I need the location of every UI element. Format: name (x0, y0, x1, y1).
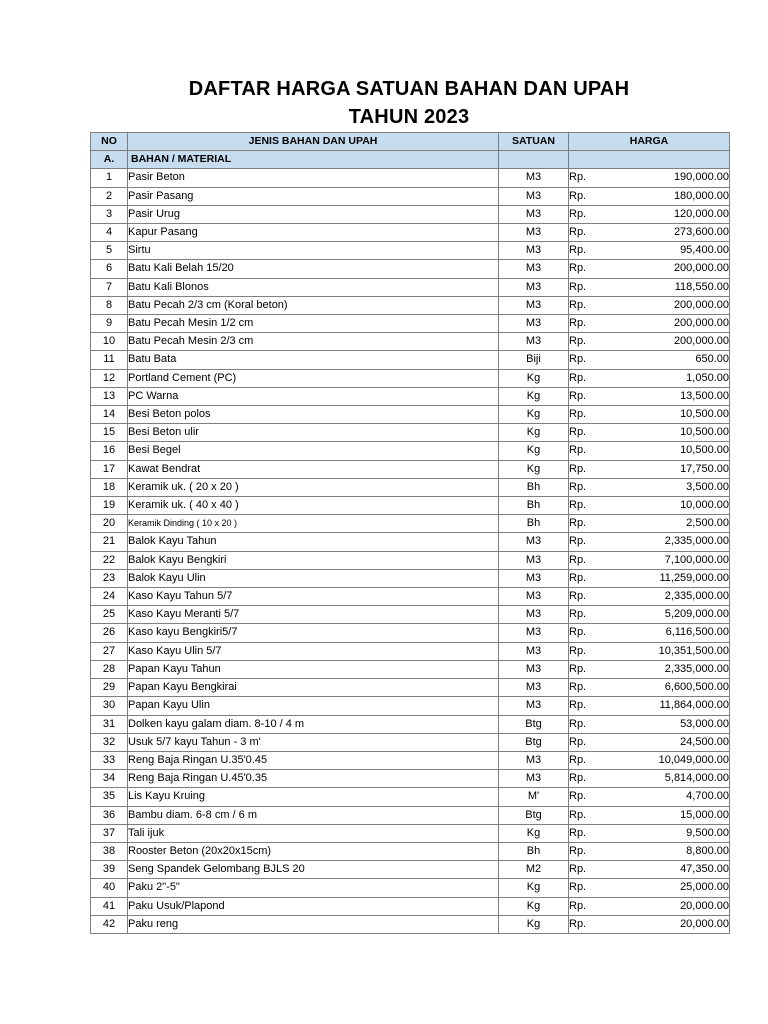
table-row (91, 497, 730, 515)
item-name: Portland Cement (PC) (128, 369, 499, 387)
section-price-cell (569, 151, 730, 169)
item-unit: Bh (499, 497, 569, 515)
item-name: Keramik Dinding ( 10 x 20 ) (128, 515, 499, 533)
table-row (91, 551, 730, 569)
item-unit: M3 (499, 551, 569, 569)
table-row (91, 333, 730, 351)
item-no: 30 (91, 697, 128, 715)
item-currency: Rp. (569, 205, 619, 223)
item-currency: Rp. (569, 806, 619, 824)
table-row (91, 697, 730, 715)
item-no: 40 (91, 879, 128, 897)
section-label: A. (91, 151, 128, 169)
table-row (91, 387, 730, 405)
item-no: 5 (91, 242, 128, 260)
item-no: 37 (91, 824, 128, 842)
item-price: 190,000.00 (619, 169, 730, 187)
item-name: Kaso Kayu Meranti 5/7 (128, 606, 499, 624)
item-currency: Rp. (569, 879, 619, 897)
item-unit: M3 (499, 697, 569, 715)
item-unit: M3 (499, 624, 569, 642)
item-currency: Rp. (569, 751, 619, 769)
item-no: 33 (91, 751, 128, 769)
item-no: 21 (91, 533, 128, 551)
item-no: 27 (91, 642, 128, 660)
item-currency: Rp. (569, 588, 619, 606)
table-row (91, 424, 730, 442)
item-name: Usuk 5/7 kayu Tahun - 3 m' (128, 733, 499, 751)
item-name: Besi Begel (128, 442, 499, 460)
item-currency: Rp. (569, 260, 619, 278)
item-no: 24 (91, 588, 128, 606)
item-unit: Bh (499, 842, 569, 860)
item-name: Kapur Pasang (128, 224, 499, 242)
item-price: 11,259,000.00 (619, 569, 730, 587)
item-name: Batu Pecah Mesin 1/2 cm (128, 315, 499, 333)
table-row (91, 224, 730, 242)
item-name: Pasir Beton (128, 169, 499, 187)
item-unit: Kg (499, 406, 569, 424)
item-unit: M3 (499, 278, 569, 296)
item-no: 36 (91, 806, 128, 824)
item-currency: Rp. (569, 406, 619, 424)
item-unit: M3 (499, 205, 569, 223)
header-name: JENIS BAHAN DAN UPAH (128, 133, 499, 151)
item-currency: Rp. (569, 497, 619, 515)
item-unit: Kg (499, 442, 569, 460)
table-row (91, 406, 730, 424)
table-row (91, 187, 730, 205)
item-no: 34 (91, 770, 128, 788)
item-name: Reng Baja Ringan U.35'0.45 (128, 751, 499, 769)
item-currency: Rp. (569, 824, 619, 842)
item-name: Batu Pecah Mesin 2/3 cm (128, 333, 499, 351)
item-no: 15 (91, 424, 128, 442)
table-row (91, 369, 730, 387)
item-unit: Bh (499, 515, 569, 533)
item-unit: M3 (499, 260, 569, 278)
item-unit: M3 (499, 642, 569, 660)
item-currency: Rp. (569, 387, 619, 405)
item-no: 11 (91, 351, 128, 369)
table-row (91, 315, 730, 333)
item-unit: Kg (499, 879, 569, 897)
item-currency: Rp. (569, 715, 619, 733)
table-row (91, 733, 730, 751)
item-name: Tali ijuk (128, 824, 499, 842)
item-price: 1,050.00 (619, 369, 730, 387)
item-no: 26 (91, 624, 128, 642)
item-price: 17,750.00 (619, 460, 730, 478)
item-price: 53,000.00 (619, 715, 730, 733)
table-row (91, 788, 730, 806)
item-currency: Rp. (569, 533, 619, 551)
item-name: Pasir Urug (128, 205, 499, 223)
table-row (91, 460, 730, 478)
item-name: Lis Kayu Kruing (128, 788, 499, 806)
item-no: 17 (91, 460, 128, 478)
table-row (91, 169, 730, 187)
item-no: 2 (91, 187, 128, 205)
header-unit: SATUAN (499, 133, 569, 151)
table-header-row (91, 133, 730, 151)
item-name: Dolken kayu galam diam. 8-10 / 4 m (128, 715, 499, 733)
item-unit: Kg (499, 424, 569, 442)
item-currency: Rp. (569, 842, 619, 860)
item-price: 2,335,000.00 (619, 533, 730, 551)
item-no: 35 (91, 788, 128, 806)
item-unit: Bh (499, 478, 569, 496)
item-currency: Rp. (569, 460, 619, 478)
table-row (91, 642, 730, 660)
item-no: 3 (91, 205, 128, 223)
item-currency: Rp. (569, 697, 619, 715)
item-currency: Rp. (569, 224, 619, 242)
item-price: 200,000.00 (619, 315, 730, 333)
item-name: Kaso Kayu Ulin 5/7 (128, 642, 499, 660)
item-name: Sirtu (128, 242, 499, 260)
item-price: 10,049,000.00 (619, 751, 730, 769)
item-unit: M3 (499, 679, 569, 697)
table-row (91, 278, 730, 296)
item-name: Batu Kali Blonos (128, 278, 499, 296)
item-currency: Rp. (569, 569, 619, 587)
item-price: 200,000.00 (619, 260, 730, 278)
table-row (91, 515, 730, 533)
table-row (91, 897, 730, 915)
item-currency: Rp. (569, 442, 619, 460)
table-row (91, 624, 730, 642)
item-price: 273,600.00 (619, 224, 730, 242)
item-currency: Rp. (569, 733, 619, 751)
item-unit: Kg (499, 369, 569, 387)
table-row (91, 296, 730, 314)
item-price: 10,500.00 (619, 406, 730, 424)
item-no: 32 (91, 733, 128, 751)
item-unit: M3 (499, 751, 569, 769)
item-unit: M3 (499, 242, 569, 260)
table-row (91, 824, 730, 842)
item-price: 6,600,500.00 (619, 679, 730, 697)
item-unit: M3 (499, 569, 569, 587)
item-price: 120,000.00 (619, 205, 730, 223)
item-currency: Rp. (569, 515, 619, 533)
item-name: Papan Kayu Tahun (128, 660, 499, 678)
section-name: BAHAN / MATERIAL (128, 151, 499, 169)
item-currency: Rp. (569, 369, 619, 387)
item-price: 13,500.00 (619, 387, 730, 405)
item-unit: M3 (499, 224, 569, 242)
item-name: Batu Kali Belah 15/20 (128, 260, 499, 278)
item-no: 22 (91, 551, 128, 569)
section-row (91, 151, 730, 169)
table-row (91, 351, 730, 369)
item-currency: Rp. (569, 642, 619, 660)
item-unit: M3 (499, 187, 569, 205)
item-price: 10,500.00 (619, 442, 730, 460)
item-no: 6 (91, 260, 128, 278)
item-price: 200,000.00 (619, 333, 730, 351)
table-row (91, 533, 730, 551)
item-price: 9,500.00 (619, 824, 730, 842)
item-unit: Btg (499, 733, 569, 751)
item-name: Kawat Bendrat (128, 460, 499, 478)
item-price: 650.00 (619, 351, 730, 369)
item-price: 5,209,000.00 (619, 606, 730, 624)
item-name: Balok Kayu Bengkiri (128, 551, 499, 569)
item-price: 10,500.00 (619, 424, 730, 442)
price-table (90, 132, 730, 934)
table-row (91, 915, 730, 933)
item-price: 10,351,500.00 (619, 642, 730, 660)
item-no: 10 (91, 333, 128, 351)
item-price: 20,000.00 (619, 915, 730, 933)
table-row (91, 478, 730, 496)
item-no: 12 (91, 369, 128, 387)
item-no: 8 (91, 296, 128, 314)
table-row (91, 588, 730, 606)
item-name: Besi Beton ulir (128, 424, 499, 442)
header-price: HARGA (569, 133, 730, 151)
item-price: 118,550.00 (619, 278, 730, 296)
item-no: 19 (91, 497, 128, 515)
item-name: Besi Beton polos (128, 406, 499, 424)
item-currency: Rp. (569, 624, 619, 642)
item-price: 2,500.00 (619, 515, 730, 533)
item-price: 10,000.00 (619, 497, 730, 515)
item-price: 25,000.00 (619, 879, 730, 897)
section-unit-cell (499, 151, 569, 169)
item-name: Batu Bata (128, 351, 499, 369)
item-unit: Kg (499, 460, 569, 478)
item-no: 14 (91, 406, 128, 424)
item-currency: Rp. (569, 679, 619, 697)
item-no: 4 (91, 224, 128, 242)
item-name: Paku Usuk/Plapond (128, 897, 499, 915)
item-name: Keramik uk. ( 20 x 20 ) (128, 478, 499, 496)
item-no: 25 (91, 606, 128, 624)
item-name: PC Warna (128, 387, 499, 405)
item-price: 180,000.00 (619, 187, 730, 205)
item-no: 38 (91, 842, 128, 860)
item-price: 4,700.00 (619, 788, 730, 806)
item-price: 11,864,000.00 (619, 697, 730, 715)
item-currency: Rp. (569, 315, 619, 333)
item-name: Bambu diam. 6-8 cm / 6 m (128, 806, 499, 824)
item-currency: Rp. (569, 169, 619, 187)
item-unit: Kg (499, 897, 569, 915)
item-no: 9 (91, 315, 128, 333)
item-currency: Rp. (569, 333, 619, 351)
item-price: 15,000.00 (619, 806, 730, 824)
item-unit: Kg (499, 824, 569, 842)
item-price: 47,350.00 (619, 861, 730, 879)
item-name: Batu Pecah 2/3 cm (Koral beton) (128, 296, 499, 314)
item-currency: Rp. (569, 606, 619, 624)
item-no: 13 (91, 387, 128, 405)
item-name: Balok Kayu Ulin (128, 569, 499, 587)
item-currency: Rp. (569, 551, 619, 569)
item-currency: Rp. (569, 242, 619, 260)
item-no: 16 (91, 442, 128, 460)
item-unit: M3 (499, 296, 569, 314)
table-row (91, 879, 730, 897)
item-price: 200,000.00 (619, 296, 730, 314)
item-price: 7,100,000.00 (619, 551, 730, 569)
item-name: Kaso Kayu Tahun 5/7 (128, 588, 499, 606)
item-unit: M3 (499, 770, 569, 788)
item-currency: Rp. (569, 296, 619, 314)
table-row (91, 660, 730, 678)
table-row (91, 569, 730, 587)
item-no: 23 (91, 569, 128, 587)
item-unit: M3 (499, 169, 569, 187)
item-name: Rooster Beton (20x20x15cm) (128, 842, 499, 860)
item-name: Keramik uk. ( 40 x 40 ) (128, 497, 499, 515)
table-row (91, 751, 730, 769)
document-subtitle-year: TAHUN 2023 (348, 106, 470, 128)
item-unit: Btg (499, 806, 569, 824)
item-name: Papan Kayu Ulin (128, 697, 499, 715)
table-row (91, 715, 730, 733)
header-no: NO (91, 133, 128, 151)
item-no: 7 (91, 278, 128, 296)
item-unit: M' (499, 788, 569, 806)
table-row (91, 806, 730, 824)
table-row (91, 679, 730, 697)
item-name: Seng Spandek Gelombang BJLS 20 (128, 861, 499, 879)
item-no: 42 (91, 915, 128, 933)
item-unit: Kg (499, 387, 569, 405)
item-unit: M3 (499, 333, 569, 351)
item-price: 5,814,000.00 (619, 770, 730, 788)
document-title: DAFTAR HARGA SATUAN BAHAN DAN UPAH (188, 78, 630, 100)
item-unit: M3 (499, 606, 569, 624)
item-name: Paku 2"-5" (128, 879, 499, 897)
table-row (91, 770, 730, 788)
item-price: 2,335,000.00 (619, 588, 730, 606)
item-currency: Rp. (569, 278, 619, 296)
item-unit: Btg (499, 715, 569, 733)
table-row (91, 861, 730, 879)
item-no: 29 (91, 679, 128, 697)
item-price: 95,400.00 (619, 242, 730, 260)
item-currency: Rp. (569, 897, 619, 915)
item-unit: M3 (499, 660, 569, 678)
item-name: Papan Kayu Bengkirai (128, 679, 499, 697)
item-currency: Rp. (569, 351, 619, 369)
item-name: Kaso kayu Bengkiri5/7 (128, 624, 499, 642)
item-currency: Rp. (569, 424, 619, 442)
item-price: 3,500.00 (619, 478, 730, 496)
item-price: 6,116,500.00 (619, 624, 730, 642)
table-row (91, 442, 730, 460)
item-price: 8,800.00 (619, 842, 730, 860)
item-no: 20 (91, 515, 128, 533)
item-name: Paku reng (128, 915, 499, 933)
item-unit: Kg (499, 915, 569, 933)
table-row (91, 205, 730, 223)
item-no: 31 (91, 715, 128, 733)
item-unit: Biji (499, 351, 569, 369)
item-currency: Rp. (569, 915, 619, 933)
item-unit: M3 (499, 533, 569, 551)
item-no: 28 (91, 660, 128, 678)
table-row (91, 260, 730, 278)
item-currency: Rp. (569, 861, 619, 879)
item-currency: Rp. (569, 770, 619, 788)
table-row (91, 606, 730, 624)
item-unit: M3 (499, 588, 569, 606)
item-currency: Rp. (569, 187, 619, 205)
item-unit: M3 (499, 315, 569, 333)
item-no: 18 (91, 478, 128, 496)
item-currency: Rp. (569, 788, 619, 806)
item-price: 24,500.00 (619, 733, 730, 751)
table-row (91, 242, 730, 260)
item-name: Pasir Pasang (128, 187, 499, 205)
item-no: 41 (91, 897, 128, 915)
item-currency: Rp. (569, 478, 619, 496)
item-name: Reng Baja Ringan U.45'0.35 (128, 770, 499, 788)
item-unit: M2 (499, 861, 569, 879)
item-currency: Rp. (569, 660, 619, 678)
item-price: 20,000.00 (619, 897, 730, 915)
item-price: 2,335,000.00 (619, 660, 730, 678)
item-no: 1 (91, 169, 128, 187)
item-name: Balok Kayu Tahun (128, 533, 499, 551)
item-no: 39 (91, 861, 128, 879)
table-row (91, 842, 730, 860)
